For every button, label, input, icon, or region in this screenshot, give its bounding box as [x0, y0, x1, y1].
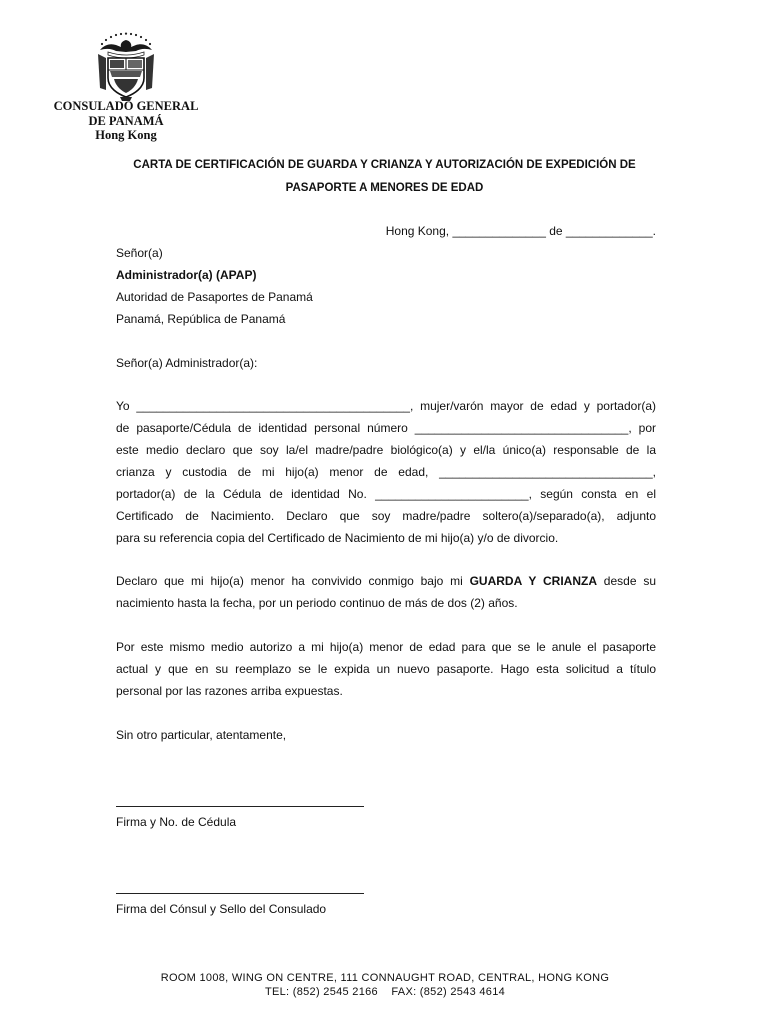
paragraph-line: de pasaporte/Cédula de identidad personal número ________________________________, por [116, 421, 656, 435]
paragraph-line: Yo _________________________________________, mujer/varón mayor de edad y portador(a) [116, 399, 656, 413]
consulate-heading [40, 99, 212, 143]
paragraph-authorization [116, 636, 656, 702]
footer-address: ROOM 1008, WING ON CENTRE, 111 CONNAUGHT ROAD, CENTRAL, HONG KONG [160, 972, 610, 984]
signature-line-applicant [116, 806, 364, 807]
title-line1: CARTA DE CERTIFICACIÓN DE GUARDA Y CRIANZA Y AUTORIZACIÓN DE EXPEDICIÓN DE [133, 159, 636, 171]
date-line: Hong Kong, ______________ de _____________. [385, 224, 656, 238]
paragraph-line: Certificado de Nacimiento. Declaro que soy madre/padre soltero(a)/separado(a), adjunto [116, 509, 656, 523]
document-title [112, 154, 657, 200]
greeting: Señor(a) Administrador(a): [116, 356, 258, 370]
signature-line-consul [116, 893, 364, 894]
paragraph-line: nacimiento hasta la fecha, por un periodo continuo de más de dos (2) años. [116, 596, 518, 610]
signature-label-applicant: Firma y No. de Cédula [116, 815, 237, 829]
paragraph-line: Por este mismo medio autorizo a mi hijo(a) menor de edad para que se le anule el pasaporte [116, 640, 656, 654]
paragraph-line: personal por las razones arriba expuestas. [116, 684, 343, 698]
panama-coat-of-arms-icon [92, 30, 160, 102]
consulate-city: Hong Kong [95, 128, 157, 142]
closing: Sin otro particular, atentamente, [116, 728, 287, 742]
paragraph-line: actual y que en su reemplazo se le expida un nuevo pasaporte. Hago esta solicitud a título [116, 662, 656, 676]
recipient-institution: Autoridad de Pasaportes de Panamá [116, 290, 313, 304]
custody-text-after: desde su [597, 574, 656, 588]
paragraph-line: crianza y custodia de mi hijo(a) menor de edad, ________________________________, [116, 465, 656, 479]
consulate-line1: CONSULADO GENERAL [53, 99, 199, 113]
recipient-block [116, 242, 656, 330]
title-line2: PASAPORTE A MENORES DE EDAD [285, 182, 484, 194]
signature-label-consul: Firma del Cónsul y Sello del Consulado [116, 902, 327, 916]
paragraph-declaration [116, 395, 656, 549]
paragraph-line: para su referencia copia del Certificado de Nacimiento de mi hijo(a) y/o de divorcio. [116, 531, 559, 545]
paragraph-line: portador(a) de la Cédula de identidad No. _______________________, según consta en el [116, 487, 656, 501]
recipient-position: Administrador(a) (APAP) [116, 268, 257, 282]
paragraph-custody [116, 570, 656, 614]
paragraph-line [116, 570, 656, 592]
custody-bold-text: GUARDA Y CRIANZA [469, 574, 597, 588]
footer [100, 971, 670, 999]
paragraph-line: este medio declaro que soy la/el madre/padre biológico(a) y el/la único(a) responsable de la [116, 443, 656, 457]
footer-phones: TEL: (852) 2545 2166 FAX: (852) 2543 4614 [264, 986, 506, 998]
recipient-location: Panamá, República de Panamá [116, 312, 286, 326]
recipient-salutation: Señor(a) [116, 246, 163, 260]
custody-text-before: Declaro que mi hijo(a) menor ha convivido conmigo bajo mi [116, 574, 470, 588]
consulate-line2: DE PANAMÁ [88, 113, 164, 128]
